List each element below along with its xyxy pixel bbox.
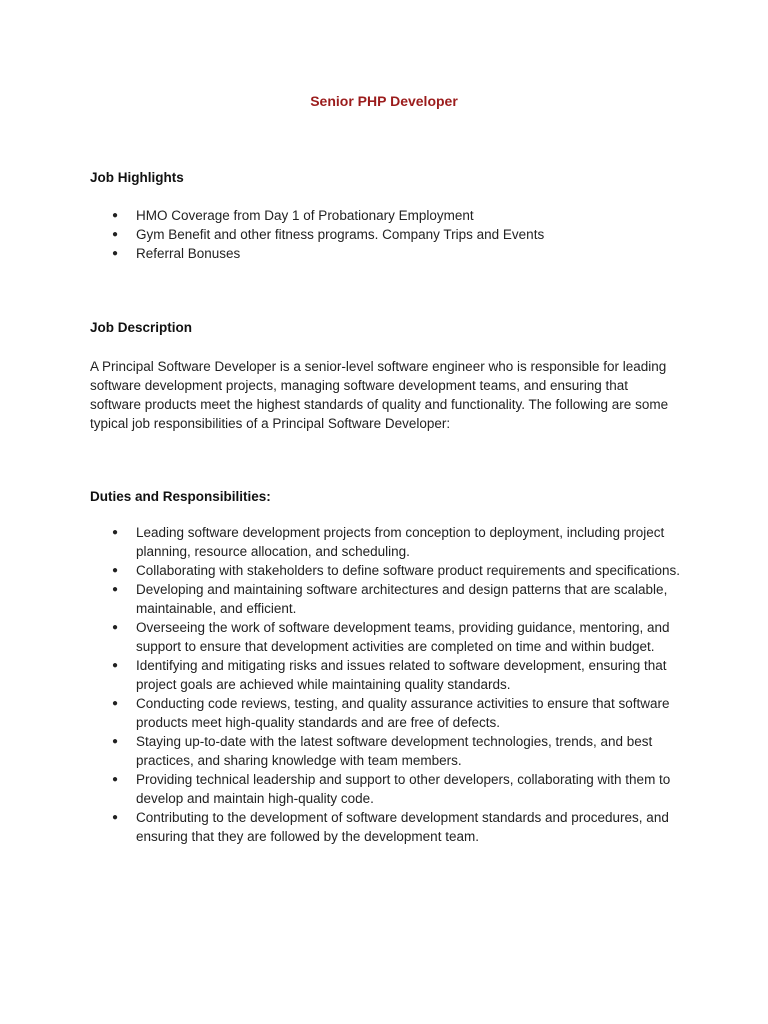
list-item xyxy=(90,225,690,244)
job-highlights-list xyxy=(90,206,690,263)
bullet-icon: ● xyxy=(112,812,119,823)
list-item xyxy=(90,694,690,732)
list-item-text: Staying up-to-date with the latest software development technologies, trends, and best practices, and sharing knowledge with team members. xyxy=(136,734,653,768)
bullet-icon: ● xyxy=(112,698,119,709)
list-item-text: Collaborating with stakeholders to define software product requirements and specifications. xyxy=(136,563,681,578)
list-item-text: Gym Benefit and other fitness programs. Company Trips and Events xyxy=(136,227,545,242)
bullet-icon: ● xyxy=(112,736,119,747)
job-description-heading: Job Description xyxy=(90,320,193,335)
list-item xyxy=(90,770,690,808)
list-item xyxy=(90,808,690,846)
bullet-icon: ● xyxy=(112,210,119,221)
list-item-text: Referral Bonuses xyxy=(136,246,241,261)
list-item xyxy=(90,656,690,694)
bullet-icon: ● xyxy=(112,527,119,538)
duties-list xyxy=(90,523,690,846)
duties-heading: Duties and Responsibilities: xyxy=(90,489,271,504)
bullet-icon: ● xyxy=(112,565,119,576)
bullet-icon: ● xyxy=(112,248,119,259)
document-title: Senior PHP Developer xyxy=(310,93,458,109)
list-item xyxy=(90,244,690,263)
job-description-text: A Principal Software Developer is a senior-level software engineer who is responsible for leading software development projects, managing software development teams, and ensuring that software products meet the highest standards of quality and functionality. The following are some typical job responsibilities of a Principal Software Developer: xyxy=(90,359,669,431)
bullet-icon: ● xyxy=(112,229,119,240)
list-item xyxy=(90,732,690,770)
bullet-icon: ● xyxy=(112,660,119,671)
list-item-text: Leading software development projects from conception to deployment, including project planning, resource allocation, and scheduling. xyxy=(136,525,665,559)
list-item-text: HMO Coverage from Day 1 of Probationary Employment xyxy=(136,208,474,223)
list-item-text: Developing and maintaining software architectures and design patterns that are scalable, maintainable, and efficient. xyxy=(136,582,668,616)
list-item-text: Contributing to the development of software development standards and procedures, and ensuring that they are followed by the development team. xyxy=(136,810,669,844)
bullet-icon: ● xyxy=(112,774,119,785)
list-item xyxy=(90,206,690,225)
list-item xyxy=(90,523,690,561)
job-highlights-heading: Job Highlights xyxy=(90,170,184,185)
list-item xyxy=(90,580,690,618)
list-item-text: Identifying and mitigating risks and issues related to software development, ensuring that project goals are achieved while maintaining quality standards. xyxy=(136,658,667,692)
list-item xyxy=(90,618,690,656)
bullet-icon: ● xyxy=(112,622,119,633)
list-item-text: Conducting code reviews, testing, and quality assurance activities to ensure that software products meet high-quality standards and are free of defects. xyxy=(136,696,670,730)
list-item-text: Overseeing the work of software development teams, providing guidance, mentoring, and support to ensure that development activities are completed on time and within budget. xyxy=(136,620,670,654)
bullet-icon: ● xyxy=(112,584,119,595)
list-item-text: Providing technical leadership and support to other developers, collaborating with them to develop and maintain high-quality code. xyxy=(136,772,671,806)
list-item xyxy=(90,561,690,580)
